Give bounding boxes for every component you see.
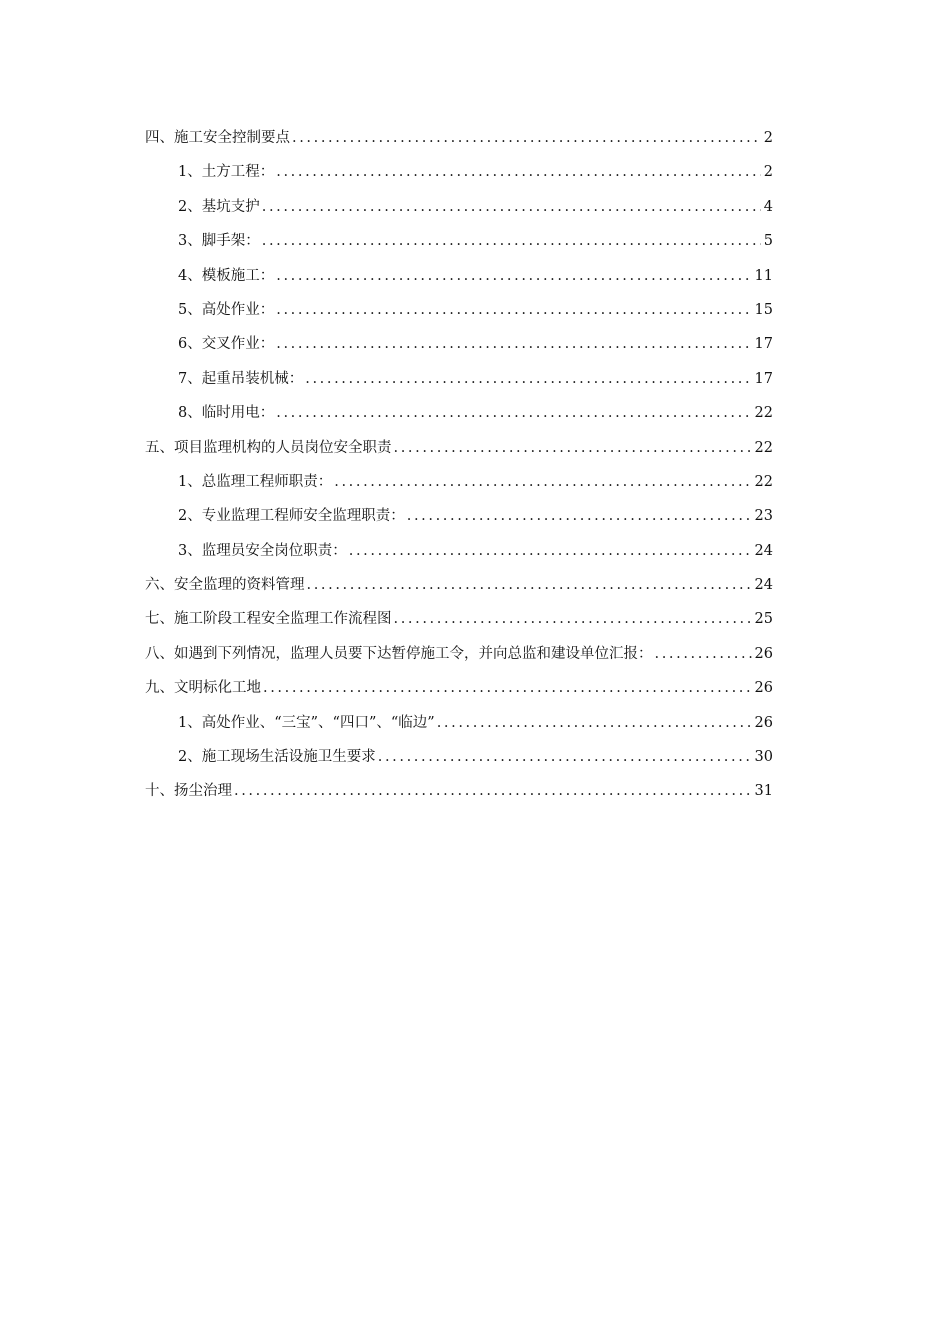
- toc-dot-leader: [394, 607, 753, 631]
- toc-entry[interactable]: [145, 745, 773, 779]
- toc-dot-leader: [276, 264, 752, 288]
- toc-entry-title: 6、交叉作业：: [178, 336, 275, 353]
- toc-entry-page-number: 17: [754, 370, 773, 387]
- toc-entry-page-number: 24: [754, 577, 773, 594]
- toc-entry-page-number: 24: [754, 542, 773, 559]
- toc-dot-leader: [378, 745, 753, 769]
- toc-dot-leader: [234, 779, 753, 803]
- toc-dot-leader: [263, 676, 753, 700]
- toc-entry-title: 1、总监理工程师职责：: [178, 473, 333, 490]
- toc-entry-page-number: 25: [754, 611, 773, 628]
- toc-entry-title: 2、专业监理工程师安全监理职责：: [178, 508, 405, 525]
- toc-dot-leader: [307, 573, 753, 597]
- toc-entry[interactable]: [145, 298, 773, 332]
- toc-dot-leader: [276, 298, 752, 322]
- toc-entry-page-number: 17: [754, 336, 773, 353]
- toc-entry-page-number: 2: [763, 164, 773, 181]
- toc-entry[interactable]: [145, 779, 773, 813]
- toc-entry-page-number: 2: [763, 130, 773, 146]
- toc-entry[interactable]: [145, 126, 773, 160]
- toc-dot-leader: [276, 160, 761, 184]
- toc-entry[interactable]: [145, 504, 773, 538]
- toc-entry-title: 1、土方工程：: [178, 164, 275, 181]
- toc-entry[interactable]: [145, 195, 773, 229]
- toc-entry-page-number: 31: [754, 783, 773, 800]
- toc-entry[interactable]: [145, 160, 773, 194]
- toc-entry-page-number: 26: [754, 714, 773, 731]
- toc-entry-title: 四、施工安全控制要点: [145, 130, 290, 146]
- toc-dot-leader: [655, 642, 753, 666]
- toc-entry[interactable]: [145, 229, 773, 263]
- toc-entry-page-number: 5: [763, 233, 773, 250]
- toc-entry-title: 2、施工现场生活设施卫生要求: [178, 749, 376, 766]
- toc-entry-title: 5、高处作业：: [178, 301, 275, 318]
- toc-entry-title: 九、文明标化工地: [145, 680, 261, 697]
- toc-entry-page-number: 30: [754, 749, 773, 766]
- toc-entry-title: 六、安全监理的资料管理: [145, 577, 305, 594]
- toc-entry[interactable]: [145, 436, 773, 470]
- toc-entry[interactable]: [145, 401, 773, 435]
- toc-dot-leader: [349, 539, 753, 563]
- toc-dot-leader: [262, 229, 761, 253]
- toc-entry-title: 8、临时用电：: [178, 405, 275, 422]
- toc-entry-title: 八、如遇到下列情况，监理人员要下达暂停施工令，并向总监和建设单位汇报：: [145, 645, 653, 662]
- toc-entry-title: 七、施工阶段工程安全监理工作流程图: [145, 611, 392, 628]
- toc-entry[interactable]: [145, 676, 773, 710]
- toc-entry-page-number: 23: [754, 508, 773, 525]
- toc-entry-title: 五、项目监理机构的人员岗位安全职责: [145, 439, 392, 456]
- toc-entry[interactable]: [145, 539, 773, 573]
- toc-entry[interactable]: [145, 642, 773, 676]
- toc-dot-leader: [276, 332, 752, 356]
- toc-entry-title: 7、起重吊装机械：: [178, 370, 304, 387]
- toc-entry[interactable]: [145, 573, 773, 607]
- toc-dot-leader: [394, 436, 753, 460]
- toc-dot-leader: [437, 711, 753, 735]
- toc-entry-page-number: 22: [754, 473, 773, 490]
- toc-entry-title: 2、基坑支护: [178, 198, 260, 215]
- table-of-contents: [145, 126, 773, 814]
- toc-dot-leader: [334, 470, 752, 494]
- toc-dot-leader: [276, 401, 752, 425]
- toc-entry-page-number: 22: [754, 405, 773, 422]
- toc-entry[interactable]: [145, 264, 773, 298]
- toc-entry[interactable]: [145, 367, 773, 401]
- toc-entry-page-number: 26: [754, 680, 773, 697]
- toc-entry-page-number: 26: [754, 645, 773, 662]
- toc-dot-leader: [407, 504, 753, 528]
- toc-dot-leader: [292, 126, 761, 150]
- toc-dot-leader: [305, 367, 752, 391]
- toc-entry-title: 3、监理员安全岗位职责：: [178, 542, 347, 559]
- toc-entry[interactable]: [145, 332, 773, 366]
- toc-entry-page-number: 11: [754, 267, 773, 284]
- toc-entry-title: 十、扬尘治理: [145, 783, 232, 800]
- toc-entry-page-number: 22: [754, 439, 773, 456]
- toc-entry[interactable]: [145, 607, 773, 641]
- toc-entry-title: 4、模板施工：: [178, 267, 275, 284]
- toc-entry[interactable]: [145, 470, 773, 504]
- toc-entry[interactable]: [145, 711, 773, 745]
- toc-entry-title: 3、脚手架：: [178, 233, 260, 250]
- toc-entry-page-number: 15: [754, 301, 773, 318]
- toc-entry-page-number: 4: [763, 198, 773, 215]
- toc-dot-leader: [262, 195, 761, 219]
- toc-entry-title: 1、高处作业、“三宝”、“四口”、“临边”: [178, 714, 435, 731]
